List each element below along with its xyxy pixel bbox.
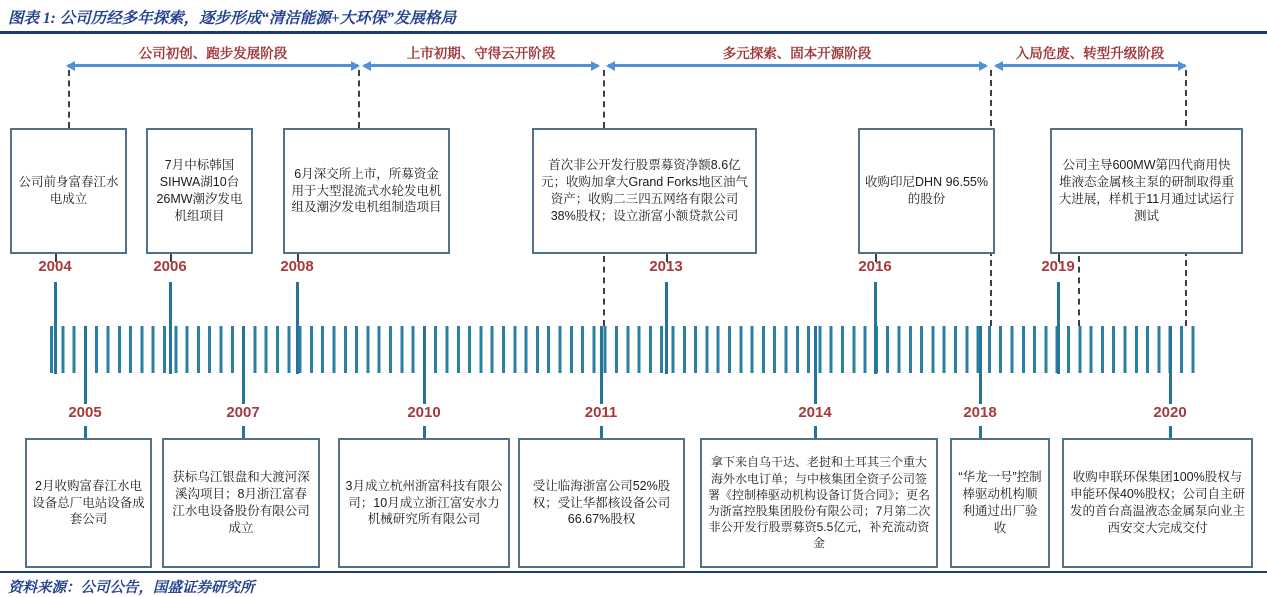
event-box: 收购印尼DHN 96.55%的股份 bbox=[858, 128, 995, 254]
timeline-tick bbox=[54, 282, 57, 374]
dashed-connector bbox=[603, 256, 605, 326]
event-box: 7月中标韩国SIHWA湖10台26MW潮汐发电机组项目 bbox=[146, 128, 253, 254]
timeline-tick bbox=[423, 326, 426, 404]
timeline-tick bbox=[1169, 326, 1172, 404]
event-box: 6月深交所上市，所募资金用于大型混流式水轮发电机组及潮汐发电机组制造项目 bbox=[283, 128, 450, 254]
timeline-tick bbox=[423, 426, 426, 438]
year-label: 2004 bbox=[38, 258, 72, 275]
timeline-tick bbox=[814, 326, 817, 404]
phase-arrow bbox=[996, 64, 1185, 67]
year-label: 2014 bbox=[798, 404, 832, 421]
event-box: 拿下来自乌干达、老挝和土耳其三个重大海外水电订单；与中核集团全资子公司签署《控制棒驱动机构设备订货合同》；更名为浙富控股集团股份有限公司；7月第二次非公开发行股票募资5.5亿元，补充流动资金 bbox=[700, 438, 938, 568]
event-box: 获标乌江银盘和大渡河深溪沟项目；8月浙江富春江水电设备股份有限公司成立 bbox=[162, 438, 320, 568]
timeline-tick bbox=[874, 282, 877, 374]
event-box: 公司主导600MW第四代商用快堆液态金属核主泵的研制取得重大进展，样机于11月通过试运行测试 bbox=[1050, 128, 1243, 254]
phase-label: 公司初创、跑步发展阶段 bbox=[138, 46, 288, 61]
event-box: “华龙一号”控制棒驱动机构顺利通过出厂验收 bbox=[950, 438, 1050, 568]
event-box: 首次非公开发行股票募资净额8.6亿元；收购加拿大Grand Forks地区油气资产；收购二三四五网络有限公司38%股权；设立浙富小额贷款公司 bbox=[532, 128, 757, 254]
phase-label: 上市初期、守得云开阶段 bbox=[406, 46, 556, 61]
phase-label: 多元探索、固本开源阶段 bbox=[722, 46, 872, 61]
year-label: 2006 bbox=[153, 258, 187, 275]
year-label: 2019 bbox=[1041, 258, 1075, 275]
dashed-connector bbox=[358, 70, 360, 128]
event-box: 受让临海浙富公司52%股权；受让华都核设备公司66.67%股权 bbox=[518, 438, 685, 568]
timeline-tick bbox=[84, 426, 87, 438]
year-label: 2020 bbox=[1153, 404, 1187, 421]
phase-arrow bbox=[608, 64, 986, 67]
title-divider bbox=[0, 31, 1267, 34]
timeline-tick bbox=[84, 326, 87, 404]
timeline-tick bbox=[1057, 282, 1060, 374]
timeline-tick bbox=[979, 426, 982, 438]
year-label: 2018 bbox=[963, 404, 997, 421]
event-box: 公司前身富春江水电成立 bbox=[10, 128, 127, 254]
timeline-tick bbox=[665, 282, 668, 374]
year-label: 2013 bbox=[649, 258, 683, 275]
event-box: 3月成立杭州浙富科技有限公司；10月成立浙江富安水力机械研究所有限公司 bbox=[338, 438, 510, 568]
timeline-tick bbox=[600, 426, 603, 438]
timeline-tick bbox=[242, 426, 245, 438]
year-label: 2011 bbox=[584, 404, 618, 421]
figure-title: 图表 1: 公司历经多年探索，逐步形成“清洁能源+大环保”发展格局 bbox=[8, 10, 456, 27]
phase-arrow bbox=[364, 64, 598, 67]
year-label: 2016 bbox=[858, 258, 892, 275]
phase-label: 入局危废、转型升级阶段 bbox=[1015, 46, 1165, 61]
dashed-connector bbox=[1078, 256, 1080, 326]
timeline-tick bbox=[296, 282, 299, 374]
timeline-tick bbox=[169, 282, 172, 374]
source-note: 资料来源：公司公告，国盛证券研究所 bbox=[8, 580, 255, 596]
timeline-tick bbox=[979, 326, 982, 404]
event-box: 收购申联环保集团100%股权与申能环保40%股权；公司自主研发的首台高温液态金属泵向业主西安交大完成交付 bbox=[1062, 438, 1253, 568]
timeline-tick bbox=[600, 326, 603, 404]
dashed-connector bbox=[603, 70, 605, 128]
event-box: 2月收购富春江水电设备总厂电站设备成套公司 bbox=[25, 438, 152, 568]
timeline-ruler bbox=[50, 326, 1202, 373]
year-label: 2007 bbox=[226, 404, 260, 421]
year-label: 2010 bbox=[407, 404, 441, 421]
year-label: 2008 bbox=[280, 258, 314, 275]
timeline-tick bbox=[242, 326, 245, 404]
phase-arrow bbox=[68, 64, 358, 67]
year-label: 2005 bbox=[68, 404, 102, 421]
dashed-connector bbox=[68, 70, 70, 128]
timeline-tick bbox=[814, 426, 817, 438]
footer-divider bbox=[0, 571, 1267, 573]
timeline-tick bbox=[1169, 426, 1172, 438]
